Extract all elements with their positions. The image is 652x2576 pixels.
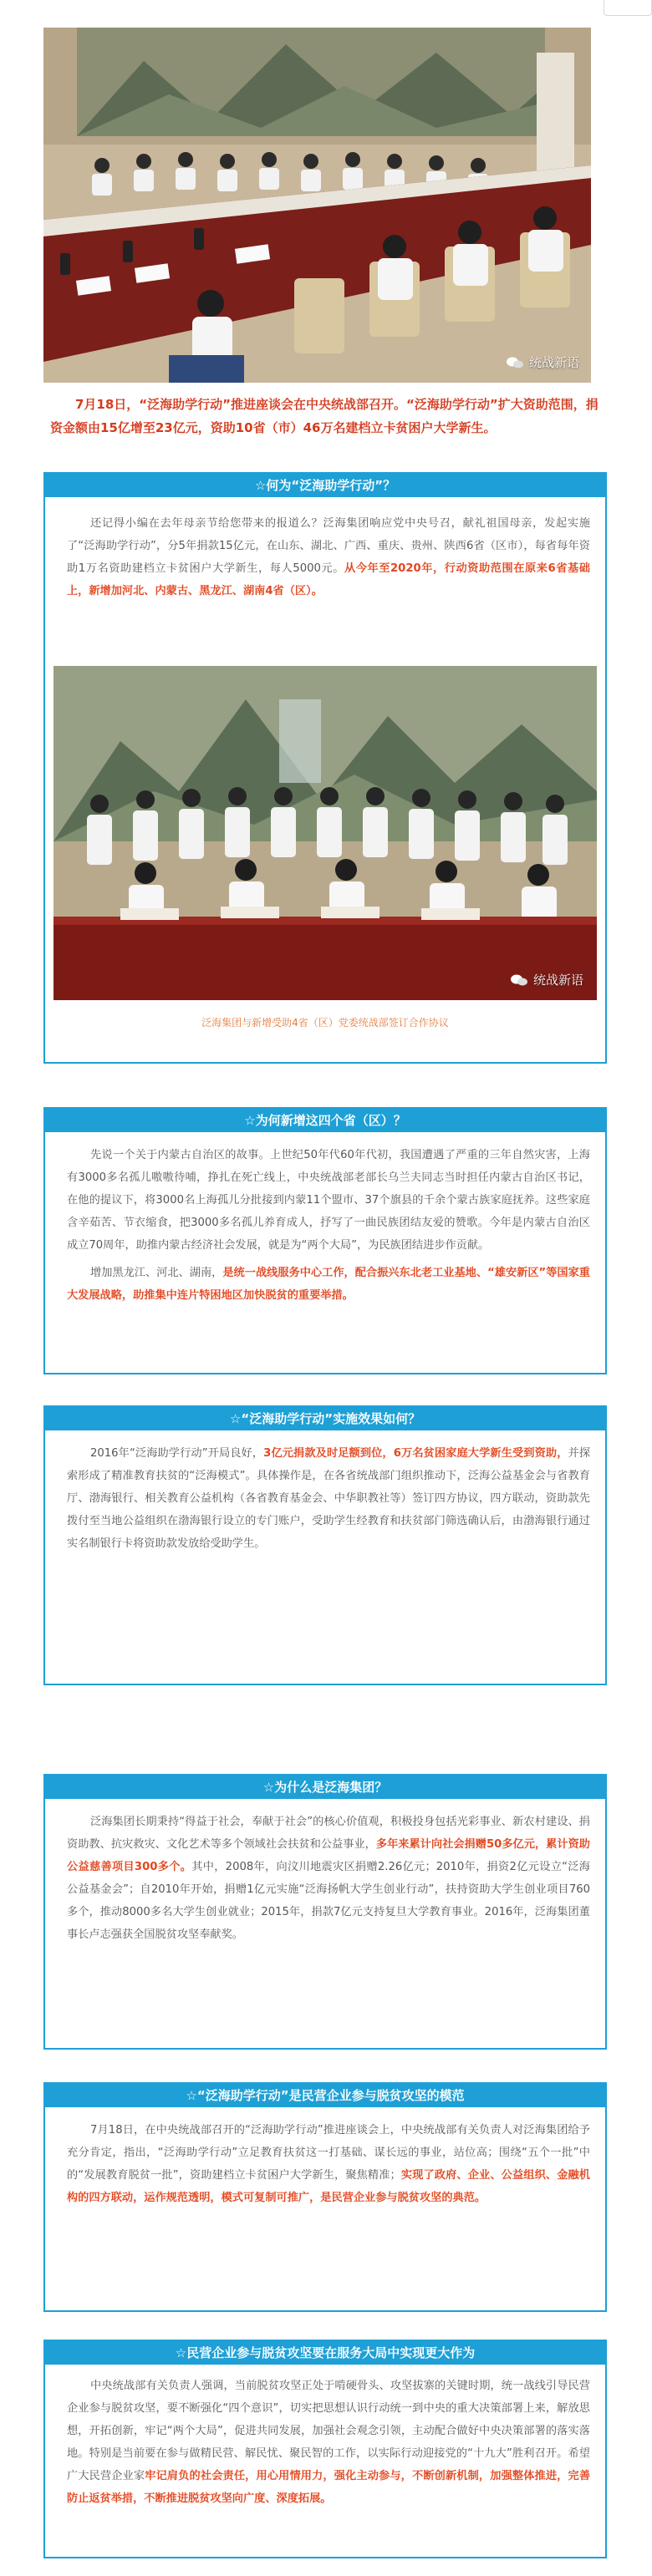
wechat-icon bbox=[506, 356, 524, 369]
section-body bbox=[67, 512, 590, 607]
paragraph bbox=[67, 2119, 590, 2209]
section-title: ☆“泛海助学行动”实施效果如何？ bbox=[45, 1407, 605, 1430]
text-run: 7月18日，在中央统战部召开的“泛海助学行动”推进座谈会上，中央统战部有关负责人对泛海集团给予充分肯定，指出，“泛海助学行动”立足教育扶贫这一打基础、谋长远的事业，站位高；围绕“五个一批”中的“发展教育脱贫一批”，资助建档立卡贫困户大学新生，聚焦精准； bbox=[67, 2124, 590, 2182]
text-run-highlight: 从今年至2020年，行动资助范围在原来6省基础上，新增加河北、内蒙古、黑龙江、湖南4省（区）。 bbox=[67, 562, 590, 597]
text-run: 泛海集团长期秉持“得益于社会，奉献于社会”的核心价值观，积极投身包括光彩事业、新农村建设、捐资助教、抗灾救灾、文化艺术等多个领域社会扶贫和公益事业， bbox=[67, 1816, 590, 1851]
text-run-highlight: 多年来累计向社会捐赠50多亿元，累计资助公益慈善项目300多个。 bbox=[67, 1838, 590, 1873]
text-run: 2016年“泛海助学行动”开局良好， bbox=[90, 1447, 264, 1460]
text-run: 先说一个关于内蒙古自治区的故事。上世纪50年代60年代初，我国遭遇了严重的三年自然灾害，上海有3000多名孤儿嗷嗷待哺，挣扎在死亡线上，中央统战部老部长乌兰夫同志当时担任内蒙古自治区书记，在他的提议下，将3000名上海孤儿分批接到内蒙11个盟市、37个旗县的千余个蒙古族家庭抚养。这些家庭含辛茹苦、节衣缩食，把3000多名孤儿养育成人，抒写了一曲民族团结友爱的赞歌。今年是内蒙古自治区成立70周年，助推内蒙古经济社会发展，就是为“两个大局”，为民族团结进步作贡献。 bbox=[67, 1149, 590, 1252]
wechat-icon bbox=[510, 973, 528, 987]
paragraph bbox=[67, 1811, 590, 1946]
text-run: 并探索形成了精准教育扶贫的“泛海模式”。具体操作是，在各省统战部门组织推动下，泛海公益基金会与省教育厅、渤海银行、相关教育公益机构（各省教育基金会、中华职教社等）签订四方协议，四方联动，资助款先拨付至当地公益组织在渤海银行设立的专门账户，受助学生经教育和扶贫部门筛选确认后，由渤海银行通过实名制银行卡将资助款发放给受助学生。 bbox=[67, 1447, 591, 1550]
corner-tab[interactable] bbox=[604, 0, 652, 16]
text-run: 中央统战部有关负责人强调，当前脱贫攻坚正处于啃硬骨头、攻坚拔寨的关键时期，统一战线引导民营企业参与脱贫攻坚，要不断强化“四个意识”，切实把思想认识行动统一到中央的重大决策部署上来，解放思想，开拓创新，牢记“两个大局”，促进共同发展，加强社会观念引领，主动配合做好中央决策部署的落实落地。特别是当前要在参与做精民营、解民忧、聚民智的工作，以实际行动迎接党的“十九大”胜利召开。希望广大民营企业家 bbox=[67, 2380, 590, 2482]
text-run: 还记得小编在去年母亲节给您带来的报道么？泛海集团响应党中央号召，献礼祖国母亲，发起实施了“泛海助学行动”，分5年捐款15亿元，在山东、湖北、广西、重庆、贵州、陕西6省（区市），每省每年资助1万名资助建档立卡贫困户大学新生，每人5000元。 bbox=[67, 517, 590, 575]
signing-photo bbox=[53, 666, 597, 1000]
section-body bbox=[67, 2119, 590, 2214]
photo-caption: 泛海集团与新增受助4省（区）党委统战部签订合作协议 bbox=[201, 1017, 449, 1029]
section-title: ☆何为“泛海助学行动”？ bbox=[45, 474, 605, 497]
meeting-photo bbox=[43, 28, 591, 383]
section-effect bbox=[43, 1405, 607, 1685]
section-title: ☆“泛海助学行动”是民营企业参与脱贫攻坚的模范 bbox=[45, 2084, 605, 2107]
text-run: 增加黑龙江、河北、湖南， bbox=[90, 1267, 223, 1279]
lead-caption-highlight: “泛海助学行动”扩大资助范围，捐资金额由15亿增至23亿元，资助10省（市）46万名建档立卡贫困户大学新生。 bbox=[50, 397, 599, 435]
paragraph bbox=[67, 1262, 590, 1307]
text-run: 其中，2008年，向汶川地震灾区捐赠2.26亿元；2010年，捐资2亿元设立“泛海公益基金会”；自2010年开始，捐赠1亿元实施“泛海扬帆大学生创业行动”，扶持资助大学生创业项目760多个，推动8000多名大学生创业就业；2015年，捐款7亿元支持复旦大学教育事业。2016年，泛海集团董事长卢志强获全国脱贫攻坚奉献奖。 bbox=[67, 1861, 590, 1941]
section-why-fanhai bbox=[43, 1774, 607, 2050]
photo-watermark bbox=[510, 971, 583, 988]
section-title: ☆民营企业参与脱贫攻坚要在服务大局中实现更大作为 bbox=[45, 2341, 605, 2365]
signing-photo-illustration bbox=[53, 666, 597, 1000]
section-title: ☆为何新增这四个省（区）？ bbox=[45, 1109, 605, 1132]
section-body bbox=[67, 1144, 590, 1312]
section-model bbox=[43, 2082, 607, 2312]
section-body bbox=[67, 1811, 590, 1951]
photo-watermark bbox=[506, 353, 579, 371]
lead-caption-text: 7月18日，“泛海助学行动”推进座谈会在中央统战部召开。 bbox=[75, 397, 407, 412]
section-body bbox=[67, 2375, 590, 2515]
section-body bbox=[67, 1442, 590, 1560]
text-run-highlight: 是统一战线服务中心工作，配合振兴东北老工业基地、“雄安新区”等国家重大发展战略，助推集中连片特困地区加快脱贫的重要举措。 bbox=[67, 1267, 590, 1302]
meeting-photo-illustration bbox=[43, 28, 591, 383]
section-why-four-provinces bbox=[43, 1107, 607, 1374]
paragraph bbox=[67, 1144, 590, 1257]
section-title: ☆为什么是泛海集团？ bbox=[45, 1776, 605, 1799]
watermark-text: 统战新语 bbox=[528, 355, 579, 370]
lead-caption bbox=[50, 393, 606, 439]
paragraph bbox=[67, 2375, 590, 2510]
paragraph bbox=[67, 1442, 590, 1555]
text-run-highlight: 牢记肩负的社会责任，用心用情用力，强化主动参与，不断创新机制，加强整体推进，完善防止返贫举措，不断推进脱贫攻坚向广度、深度拓展。 bbox=[67, 2470, 591, 2505]
text-run-highlight: 3亿元捐款及时足额到位，6万名贫困家庭大学新生受到资助， bbox=[263, 1447, 568, 1460]
section-what-is bbox=[43, 472, 607, 1064]
watermark-text: 统战新语 bbox=[532, 973, 583, 988]
section-greater-role bbox=[43, 2340, 607, 2558]
text-run-highlight: 实现了政府、企业、公益组织、金融机构的四方联动，运作规范透明，模式可复制可推广，是民营企业参与脱贫攻坚的典范。 bbox=[67, 2169, 590, 2204]
paragraph bbox=[67, 512, 590, 602]
